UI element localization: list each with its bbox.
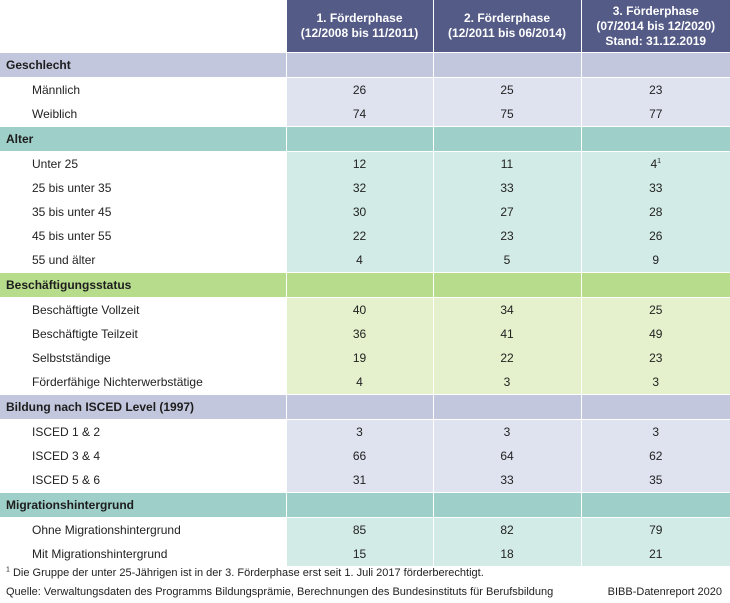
value-text: 3: [356, 425, 363, 439]
value-text: 31: [352, 473, 367, 487]
section-fill-cell: [433, 493, 581, 518]
table-row: [0, 444, 730, 468]
value-text: 85: [352, 523, 367, 537]
value-cell-phase-1: [286, 518, 433, 543]
value-text: 74: [352, 107, 367, 121]
value-cell-phase-1: [286, 420, 433, 445]
table-row: [0, 370, 730, 395]
table-row: [0, 78, 730, 103]
header-row: [0, 0, 730, 53]
table-row: [0, 322, 730, 346]
value-cell-phase-2: [433, 152, 581, 177]
table-row: [0, 152, 730, 177]
value-text: 3: [503, 375, 511, 389]
value-text: 62: [649, 449, 663, 463]
footnote-mark: 1: [6, 566, 10, 574]
row-label: 55 und älter: [0, 248, 286, 273]
publication-credit: BIBB-Datenreport 2020: [607, 586, 722, 598]
table-row: [0, 224, 730, 248]
section-title: Geschlecht: [0, 53, 286, 78]
value-cell-phase-2: [433, 248, 581, 273]
value-cell-phase-3: [581, 78, 730, 103]
footnote: [6, 566, 730, 581]
table-row: [0, 518, 730, 543]
value-cell-phase-2: [433, 420, 581, 445]
value-text: 41: [500, 327, 514, 341]
value-cell-phase-3: [581, 176, 730, 200]
value-cell-phase-2: [433, 346, 581, 370]
value-text: 34: [500, 303, 514, 317]
value-text: 33: [500, 473, 514, 487]
value-cell-phase-3: [581, 468, 730, 493]
value-cell-phase-3: [581, 298, 730, 323]
value-cell-phase-2: [433, 224, 581, 248]
footnote-reference: 1: [657, 158, 662, 165]
value-cell-phase-2: [433, 102, 581, 127]
value-text: 33: [500, 181, 514, 195]
header-phase-2-title: 2. Förderphase: [463, 11, 551, 25]
row-label: 35 bis unter 45: [0, 200, 286, 224]
row-label: Unter 25: [0, 152, 286, 177]
value-cell-phase-2: [433, 542, 581, 566]
header-phase-2: [433, 0, 581, 53]
value-text: 66: [352, 449, 367, 463]
value-cell-phase-3: [581, 224, 730, 248]
section-fill-cell: [581, 493, 730, 518]
value-cell-phase-1: [286, 102, 433, 127]
header-phase-3-title: 3. Förderphase: [612, 3, 699, 18]
value-cell-phase-1: [286, 298, 433, 323]
value-text: 11: [500, 157, 514, 171]
row-label: ISCED 1 & 2: [0, 420, 286, 445]
value-cell-phase-1: [286, 248, 433, 273]
value-text: 26: [649, 229, 663, 243]
value-cell-phase-1: [286, 152, 433, 177]
value-cell-phase-2: [433, 200, 581, 224]
value-text: 64: [500, 449, 514, 463]
value-text: 79: [649, 523, 663, 537]
section-fill-cell: [581, 127, 730, 152]
value-cell-phase-3: [581, 346, 730, 370]
value-text: 49: [649, 327, 663, 341]
section-fill-cell: [433, 127, 581, 152]
row-label: 25 bis unter 35: [0, 176, 286, 200]
row-label: ISCED 5 & 6: [0, 468, 286, 493]
value-cell-phase-2: [433, 78, 581, 103]
value-text: 22: [352, 229, 367, 243]
value-text: 23: [500, 229, 514, 243]
section-fill-cell: [286, 273, 433, 298]
row-label: Selbstständige: [0, 346, 286, 370]
table-row: [0, 102, 730, 127]
value-cell-phase-2: [433, 518, 581, 543]
header-phase-3-status-date: Stand: 31.12.2019: [605, 33, 707, 48]
value-text: 4: [356, 375, 363, 389]
value-text: 26: [352, 83, 367, 97]
header-phase-1-title: 1. Förderphase: [316, 11, 403, 25]
value-text: 4: [650, 157, 658, 171]
value-text: 23: [649, 83, 663, 97]
value-text: 3: [503, 425, 511, 439]
section-fill-cell: [286, 127, 433, 152]
value-cell-phase-3: [581, 444, 730, 468]
value-cell-phase-1: [286, 224, 433, 248]
value-text: 4: [356, 253, 363, 267]
value-cell-phase-1: [286, 346, 433, 370]
value-cell-phase-1: [286, 200, 433, 224]
section-fill-cell: [286, 493, 433, 518]
row-label: ISCED 3 & 4: [0, 444, 286, 468]
value-text: 12: [352, 157, 367, 171]
value-cell-phase-3: [581, 200, 730, 224]
section-fill-cell: [581, 273, 730, 298]
table-row: [0, 200, 730, 224]
section-row: [0, 395, 730, 420]
value-text: 15: [352, 547, 367, 561]
row-label: Förderfähige Nichterwerbstätige: [0, 370, 286, 395]
value-text: 25: [649, 303, 663, 317]
value-cell-phase-2: [433, 176, 581, 200]
section-row: [0, 273, 730, 298]
value-text: 82: [500, 523, 514, 537]
table-row: [0, 346, 730, 370]
value-cell-phase-1: [286, 176, 433, 200]
value-cell-phase-3: [581, 420, 730, 445]
value-cell-phase-3: [581, 102, 730, 127]
value-cell-phase-2: [433, 468, 581, 493]
row-label: Weiblich: [0, 102, 286, 127]
table-row: [0, 468, 730, 493]
value-cell-phase-1: [286, 468, 433, 493]
value-cell-phase-3: [581, 322, 730, 346]
table-row: [0, 248, 730, 273]
value-cell-phase-1: [286, 444, 433, 468]
value-text: 35: [649, 473, 663, 487]
table-row: [0, 298, 730, 323]
value-cell-phase-3: [581, 248, 730, 273]
row-label: Beschäftigte Vollzeit: [0, 298, 286, 323]
section-fill-cell: [286, 53, 433, 78]
table-row: [0, 542, 730, 566]
value-text: 32: [352, 181, 367, 195]
value-cell-phase-2: [433, 370, 581, 395]
value-text: 5: [503, 253, 511, 267]
value-text: 33: [649, 181, 663, 195]
row-label: Ohne Migrationshintergrund: [0, 518, 286, 543]
section-fill-cell: [286, 395, 433, 420]
value-text: 19: [352, 351, 367, 365]
value-text: 77: [649, 107, 663, 121]
table-row: [0, 176, 730, 200]
section-fill-cell: [433, 273, 581, 298]
section-fill-cell: [433, 53, 581, 78]
row-label: Mit Migrationshintergrund: [0, 542, 286, 566]
value-text: 23: [649, 351, 663, 365]
header-blank-cell: [0, 0, 286, 53]
value-text: 40: [352, 303, 367, 317]
header-phase-1: [286, 0, 433, 53]
value-cell-phase-3: [581, 542, 730, 566]
section-fill-cell: [433, 395, 581, 420]
value-text: 9: [652, 253, 660, 267]
value-text: 28: [649, 205, 663, 219]
value-cell-phase-2: [433, 322, 581, 346]
header-phase-3-period: (07/2014 bis 12/2020): [596, 18, 716, 33]
section-row: [0, 127, 730, 152]
value-text: 36: [352, 327, 367, 341]
footnote-text: Die Gruppe der unter 25-Jährigen ist in der 3. Förderphase erst seit 1. Juli 2017 förderberechtigt.: [12, 567, 484, 579]
value-text: 30: [352, 205, 367, 219]
section-title: Alter: [0, 127, 286, 152]
section-row: [0, 493, 730, 518]
value-cell-phase-3: [581, 152, 730, 177]
section-title: Migrationshintergrund: [0, 493, 286, 518]
value-text: 25: [500, 83, 514, 97]
row-label: Männlich: [0, 78, 286, 103]
section-fill-cell: [581, 395, 730, 420]
source-note: Quelle: Verwaltungsdaten des Programms Bildungsprämie, Berechnungen des Bundesinstituts für Berufsbildung: [6, 586, 554, 598]
value-text: 27: [500, 205, 514, 219]
value-cell-phase-2: [433, 298, 581, 323]
section-title: Beschäftigungsstatus: [0, 273, 286, 298]
value-text: 21: [649, 547, 663, 561]
value-cell-phase-1: [286, 542, 433, 566]
value-cell-phase-2: [433, 444, 581, 468]
header-phase-3: [581, 0, 730, 53]
value-text: 3: [652, 425, 660, 439]
header-phase-2-period: (12/2011 bis 06/2014): [447, 26, 567, 40]
section-title: Bildung nach ISCED Level (1997): [0, 395, 286, 420]
value-cell-phase-3: [581, 518, 730, 543]
header-phase-1-period: (12/2008 bis 11/2011): [300, 26, 419, 40]
row-label: Beschäftigte Teilzeit: [0, 322, 286, 346]
value-cell-phase-1: [286, 322, 433, 346]
value-text: 3: [652, 375, 660, 389]
value-cell-phase-1: [286, 78, 433, 103]
row-label: 45 bis unter 55: [0, 224, 286, 248]
value-text: 75: [500, 107, 514, 121]
section-row: [0, 53, 730, 78]
section-fill-cell: [581, 53, 730, 78]
value-cell-phase-1: [286, 370, 433, 395]
table-row: [0, 420, 730, 445]
value-text: 18: [500, 547, 514, 561]
value-cell-phase-3: [581, 370, 730, 395]
table-body: [0, 53, 730, 567]
value-text: 22: [500, 351, 514, 365]
